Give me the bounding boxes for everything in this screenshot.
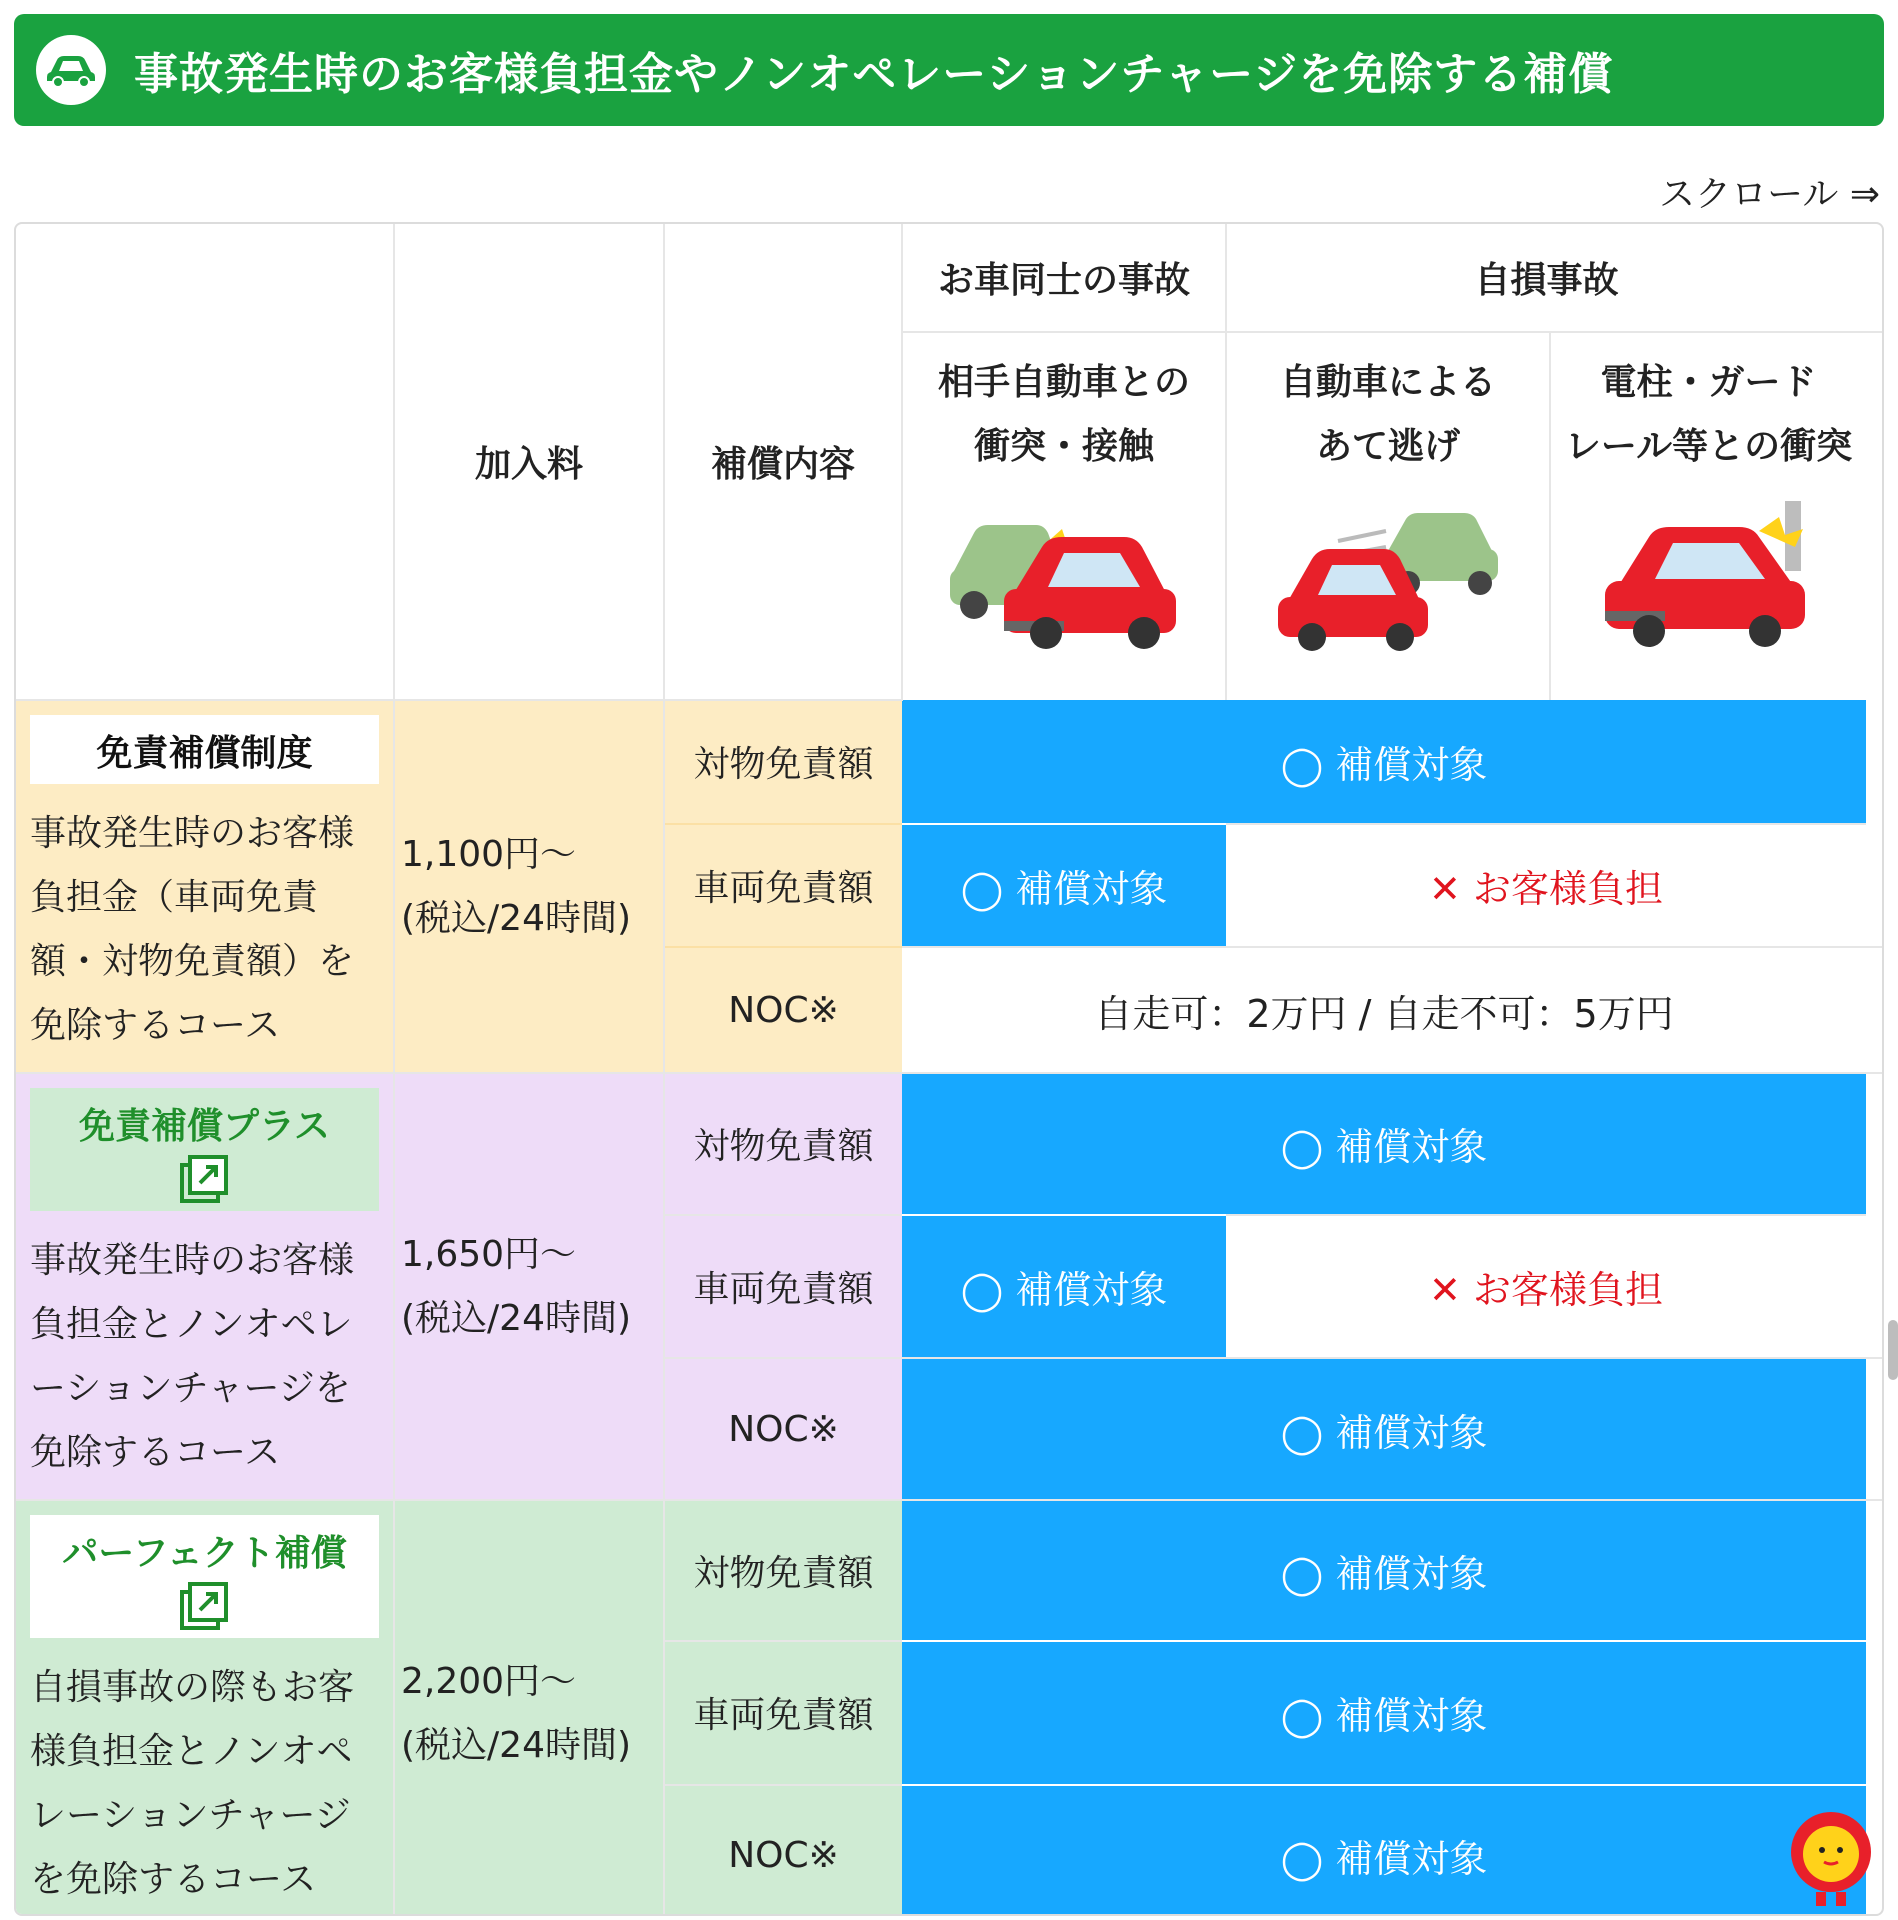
header-empty-cell [16,224,394,700]
header-fee: 加入料 [394,224,664,700]
plan-perfect-price-tax: (税込/24時間) [401,1724,632,1766]
plan-menseki-plus-link[interactable]: 免責補償プラス [79,1106,330,1147]
item-property: 対物免責額 [664,1073,902,1215]
item-noc: NOC※ [664,947,902,1073]
plan-menseki-price-tax: (税込/24時間) [401,897,632,939]
coverage-customer: ✕ お客様負担 [1226,824,1866,948]
coverage-covered: ◯ 補償対象 [902,1358,1866,1500]
plan-menseki [16,700,394,1073]
hit-and-run-illustration [1268,501,1508,651]
section-title: 事故発生時のお客様負担金やノンオペレーションチャージを免除する補償 [134,49,1614,100]
plan-menseki-plus-price-tax: (税込/24時間) [401,1297,632,1339]
collision-line2: 衝突・接触 [973,426,1154,467]
item-vehicle: 車両免責額 [664,1215,902,1359]
plan-menseki-plus-badge[interactable] [30,1088,379,1211]
item-noc: NOC※ [664,1785,902,1916]
coverage-covered: ◯ 補償対象 [902,1500,1866,1641]
item-property: 対物免責額 [664,1500,902,1641]
plan-perfect-desc: 自損事故の際もお客様負担金とノンオペレーションチャージを免除するコース [30,1667,355,1900]
item-vehicle: 車両免責額 [664,1641,902,1784]
scroll-hint: スクロール ⇒ [1659,174,1880,215]
plan-menseki-plus [16,1073,394,1500]
car-icon [36,35,106,105]
plan-menseki-desc: 事故発生時のお客様負担金（車両免責額・対物免責額）を免除するコース [30,813,355,1046]
pole-line2: レール等との衝突 [1564,426,1853,467]
coverage-covered: ◯ 補償対象 [902,1073,1866,1215]
hit-and-run-line2: あて逃げ [1315,426,1460,467]
header-hit-and-run [1226,332,1550,700]
pole-line1: 電柱・ガード [1600,362,1817,403]
header-car-accident: お車同士の事故 [902,224,1226,332]
external-link-icon[interactable] [180,1582,230,1630]
plan-perfect-price-value: 2,200円〜 [401,1660,577,1702]
external-link-icon[interactable] [180,1155,230,1203]
coverage-covered: ◯ 補償対象 [902,700,1866,824]
plan-perfect-badge[interactable] [30,1515,379,1638]
header-collision [902,332,1226,700]
coverage-covered: ◯ 補償対象 [902,824,1226,948]
item-property: 対物免責額 [664,700,902,824]
header-content: 補償内容 [664,224,902,700]
coverage-covered: ◯ 補償対象 [902,1215,1226,1359]
pole-collision-illustration [1589,501,1829,651]
plan-perfect [16,1500,394,1916]
coverage-covered: ◯ 補償対象 [902,1785,1866,1916]
collision-illustration [944,501,1184,651]
plan-menseki-plus-price-value: 1,650円〜 [401,1233,577,1275]
hit-and-run-line1: 自動車による [1279,362,1496,403]
header-pole-collision [1550,332,1866,700]
item-noc: NOC※ [664,1358,902,1500]
plan-menseki-price [394,700,664,1073]
item-vehicle: 車両免責額 [664,824,902,948]
coverage-covered: ◯ 補償対象 [902,1641,1866,1784]
plan-menseki-badge: 免責補償制度 [30,715,379,784]
plan-menseki-plus-price [394,1073,664,1500]
plan-perfect-price [394,1500,664,1916]
coverage-customer: ✕ お客様負担 [1226,1215,1866,1359]
noc-fee: 自走可：2万円 / 自走不可：5万円 [902,947,1866,1073]
plan-menseki-price-value: 1,100円〜 [401,833,577,875]
section-header [14,14,1884,126]
header-self-accident: 自損事故 [1226,224,1866,332]
mascot-icon[interactable] [1786,1808,1876,1908]
coverage-table[interactable] [14,222,1884,1916]
plan-menseki-plus-desc: 事故発生時のお客様負担金とノンオペレーションチャージを免除するコース [30,1240,355,1473]
plan-perfect-link[interactable]: パーフェクト補償 [62,1533,347,1574]
collision-line1: 相手自動車との [937,362,1190,403]
page-scrollbar[interactable] [1888,1320,1898,1380]
